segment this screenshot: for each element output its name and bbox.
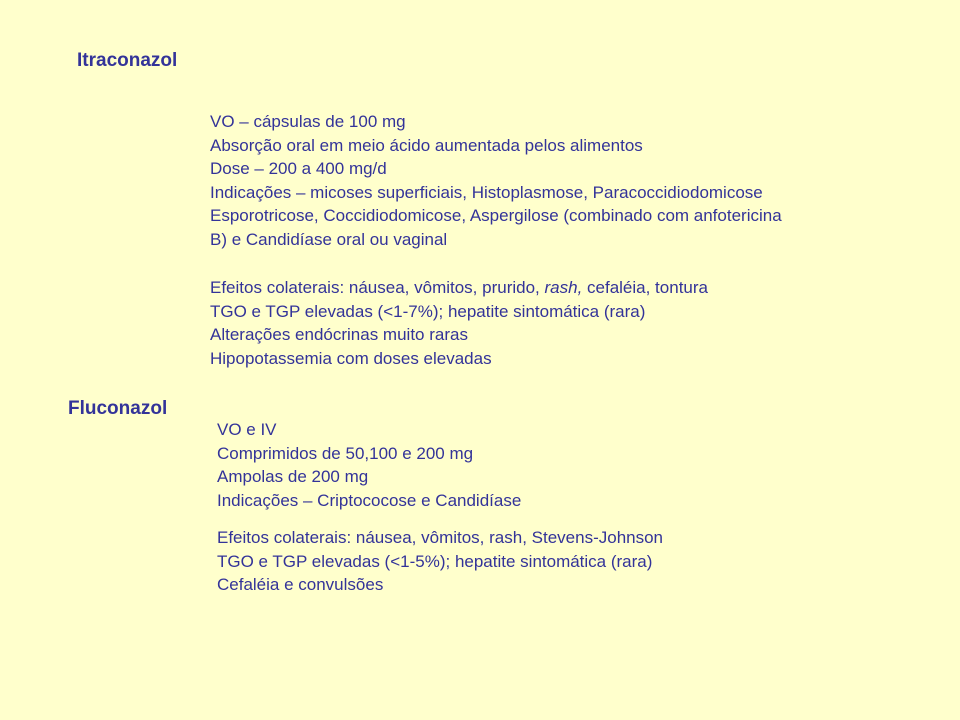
- itraconazol-effect-line: TGO e TGP elevadas (<1-7%); hepatite sintomática (rara): [210, 301, 646, 321]
- itraconazol-property-line: VO – cápsulas de 100 mg: [210, 112, 406, 131]
- fluconazol-title: Fluconazol: [68, 398, 168, 419]
- itraconazol-effect-line: Alterações endócrinas muito raras: [210, 325, 468, 344]
- rash-italic-text: rash,: [544, 278, 583, 297]
- itraconazol-property-line: Indicações – micoses superficiais, Histoplasmose, Paracoccidiodomicose: [210, 182, 763, 202]
- fluconazol-side-effects: [217, 526, 663, 597]
- itraconazol-properties: [210, 110, 782, 251]
- itraconazol-property-line: Dose – 200 a 400 mg/d: [210, 159, 387, 178]
- itraconazol-property-line: Absorção oral em meio ácido aumentada pelos alimentos: [210, 135, 643, 155]
- fluconazol-property-line: Ampolas de 200 mg: [217, 467, 369, 486]
- fluconazol-property-line: Indicações – Criptococose e Candidíase: [217, 490, 522, 510]
- fluconazol-effect-line: Cefaléia e convulsões: [217, 575, 384, 594]
- itraconazol-effects-line: Efeitos colaterais: náusea, vômitos, prurido, rash, cefaléia, tontura: [210, 278, 708, 297]
- fluconazol-effect-line: Efeitos colaterais: náusea, vômitos, rash, Stevens-Johnson: [217, 528, 664, 547]
- itraconazol-side-effects: [210, 276, 708, 370]
- fluconazol-property-line: VO e IV: [217, 420, 277, 439]
- itraconazol-title: Itraconazol: [77, 50, 178, 71]
- fluconazol-effect-line: TGO e TGP elevadas (<1-5%); hepatite sintomática (rara): [217, 551, 653, 571]
- fluconazol-property-line: Comprimidos de 50,100 e 200 mg: [217, 443, 474, 463]
- fluconazol-properties: [217, 418, 521, 512]
- itraconazol-effect-line: Hipopotassemia com doses elevadas: [210, 348, 492, 368]
- itraconazol-property-line: Esporotricose, Coccidiodomicose, Aspergilose (combinado com anfotericina: [210, 206, 782, 225]
- itraconazol-property-line: B) e Candidíase oral ou vaginal: [210, 229, 448, 249]
